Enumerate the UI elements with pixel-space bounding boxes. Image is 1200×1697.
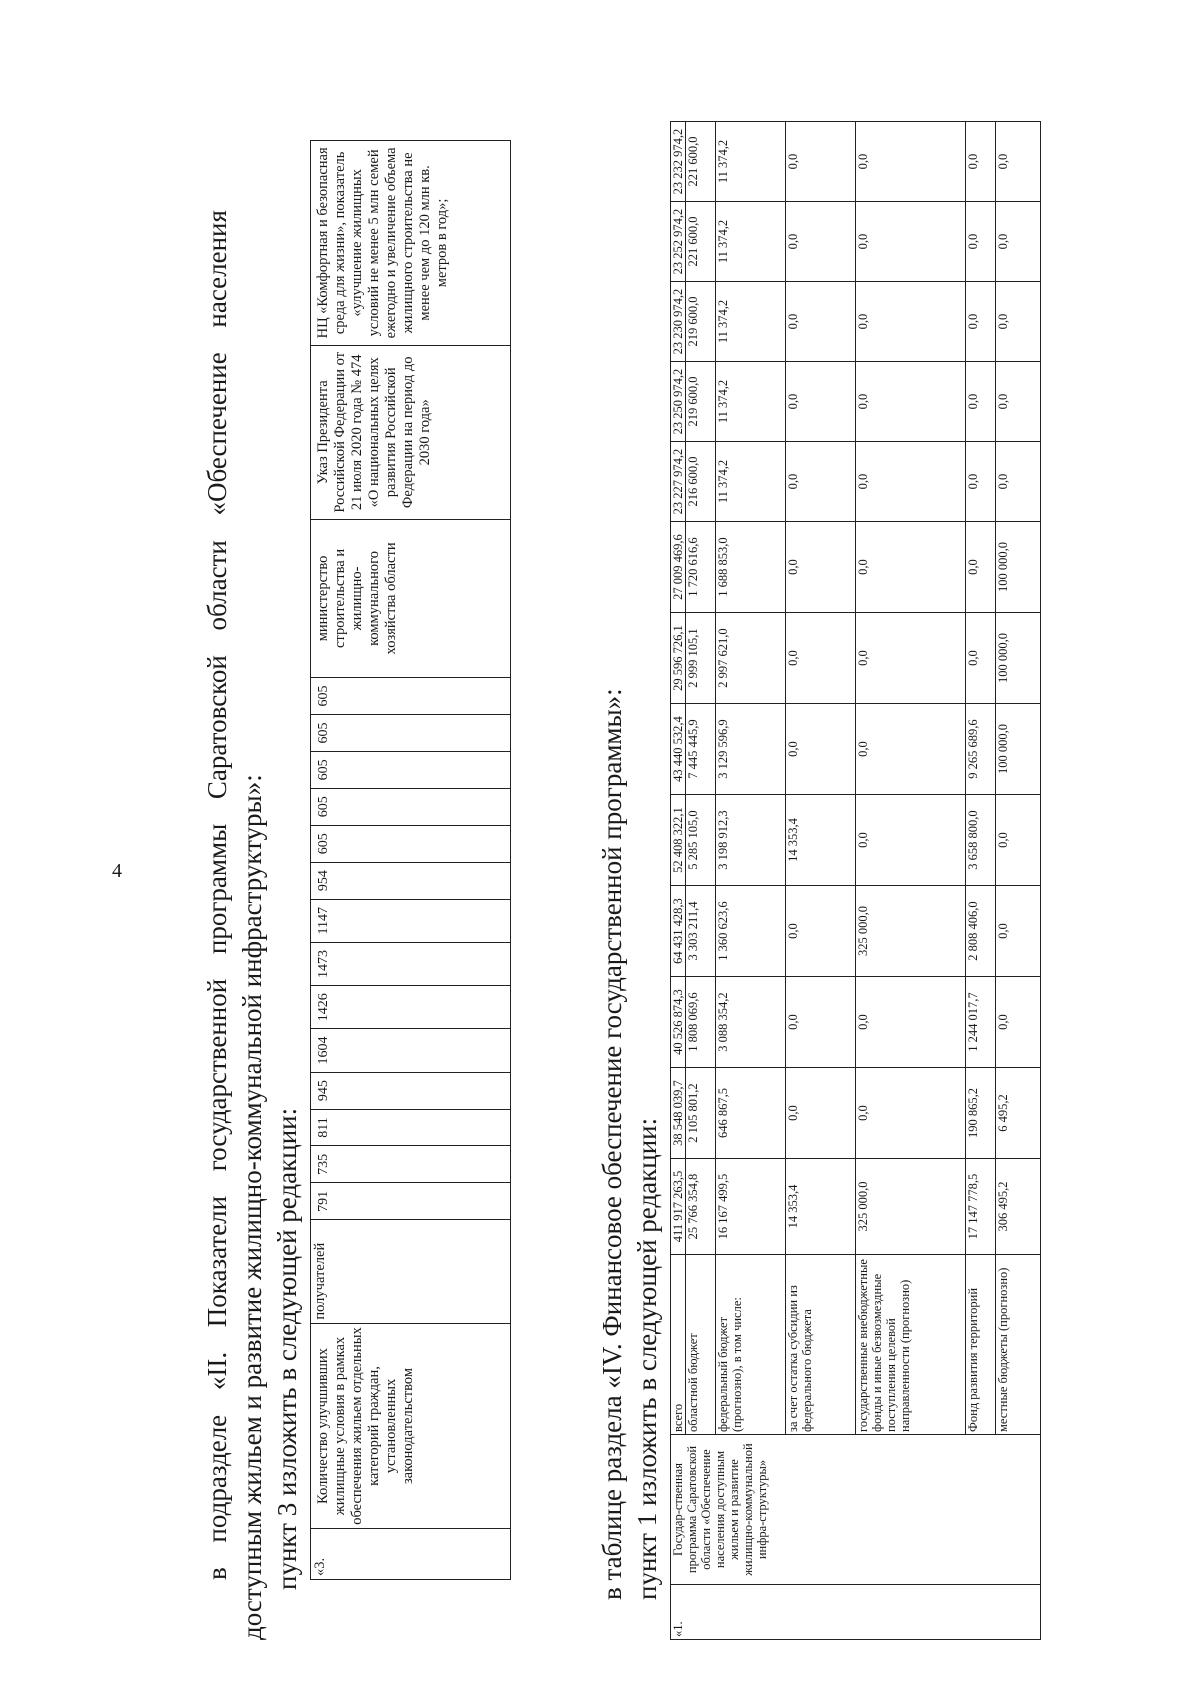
amount-cell: 0,0: [856, 613, 966, 704]
amount-cell: 0,0: [966, 522, 996, 613]
table-row: [856, 122, 966, 1640]
value-cell: 605: [311, 714, 511, 751]
intro-word: Саратовской: [202, 655, 232, 800]
source-label: Фонд развития территорий: [966, 1255, 996, 1435]
intro-word: подразделе: [202, 1414, 232, 1543]
amount-cell: 29 596 726,1: [671, 613, 686, 704]
indicator-name: Количество улучшивших жилищные условия в рамках обеспечения жильем отдельных категорий граждан, установленных законодательством: [311, 1323, 511, 1529]
amount-cell: 0,0: [856, 282, 966, 362]
amount-cell: 11 374,2: [716, 202, 786, 282]
unit-cell: получателей: [311, 1220, 511, 1323]
amount-cell: 23 252 974,2: [671, 202, 686, 282]
amount-cell: 0,0: [856, 122, 966, 202]
table-row: [671, 122, 686, 1640]
amount-cell: 646 867,5: [716, 1068, 786, 1159]
intro-word: «Обеспечение: [202, 352, 232, 516]
amount-cell: 25 766 354,8: [686, 1159, 716, 1255]
value-cell: 945: [311, 1072, 511, 1109]
amount-cell: 100 000,0: [996, 613, 1041, 704]
amount-cell: 0,0: [786, 522, 856, 613]
row-number: «1.: [671, 1585, 1041, 1640]
amount-cell: 0,0: [966, 362, 996, 442]
amount-cell: 0,0: [996, 282, 1041, 362]
amount-cell: 43 440 532,4: [671, 704, 686, 795]
intro2-line-1: в таблице раздела «IV. Финансовое обеспечение государственной программы»:: [597, 688, 627, 1600]
amount-cell: 219 600,0: [686, 282, 716, 362]
amount-cell: 0,0: [966, 442, 996, 522]
amount-cell: 0,0: [856, 442, 966, 522]
amount-cell: 0,0: [856, 795, 966, 886]
amount-cell: 14 353,4: [786, 795, 856, 886]
amount-cell: 38 548 039,7: [671, 1068, 686, 1159]
intro-paragraph-indicators: [200, 210, 305, 1640]
amount-cell: 221 600,0: [686, 202, 716, 282]
amount-cell: 219 600,0: [686, 362, 716, 442]
amount-cell: 1 688 853,0: [716, 522, 786, 613]
value-cell: 1604: [311, 1029, 511, 1072]
amount-cell: 0,0: [966, 202, 996, 282]
intro-word: программы: [202, 823, 232, 955]
amount-cell: 52 408 322,1: [671, 795, 686, 886]
source-label: федеральный бюджет (прогнозно), в том числе:: [716, 1255, 786, 1435]
intro-paragraph-finance: [595, 688, 665, 1600]
source-label: областной бюджет: [686, 1255, 716, 1435]
amount-cell: 325 000,0: [856, 886, 966, 977]
amount-cell: 6 495,2: [996, 1068, 1041, 1159]
amount-cell: 0,0: [966, 613, 996, 704]
rotated-document-body: [60, 80, 1160, 1640]
amount-cell: 2 808 406,0: [966, 886, 996, 977]
amount-cell: 0,0: [856, 704, 966, 795]
basis-cell: Указ Президента Российской Федерации от 21 июля 2020 года № 474 «О национальных целях развития Российской Федерации на период до 2030 года»: [311, 345, 511, 519]
intro-word: населения: [202, 210, 232, 328]
amount-cell: 0,0: [786, 1068, 856, 1159]
amount-cell: 0,0: [966, 122, 996, 202]
amount-cell: 0,0: [996, 886, 1041, 977]
intro2-line-2: пункт 1 изложить в следующей редакции:: [632, 1117, 662, 1600]
value-cell: 605: [311, 788, 511, 825]
amount-cell: 1 360 623,6: [716, 886, 786, 977]
intro-word: государственной: [202, 978, 232, 1172]
amount-cell: 9 265 689,6: [966, 704, 996, 795]
value-cell: 605: [311, 678, 511, 715]
amount-cell: 0,0: [856, 1068, 966, 1159]
amount-cell: 0,0: [856, 202, 966, 282]
source-label: за счет остатка субсидии из федерального бюджета: [786, 1255, 856, 1435]
value-cell: 735: [311, 1146, 511, 1183]
intro-word: Показатели: [202, 1195, 232, 1328]
amount-cell: 0,0: [786, 442, 856, 522]
amount-cell: 2 999 105,1: [686, 613, 716, 704]
value-cell: 1426: [311, 986, 511, 1029]
table-row: [311, 141, 511, 1580]
amount-cell: 0,0: [996, 362, 1041, 442]
amount-cell: 27 009 469,6: [671, 522, 686, 613]
amount-cell: 306 495,2: [996, 1159, 1041, 1255]
value-cell: 1473: [311, 942, 511, 985]
amount-cell: 190 865,2: [966, 1068, 996, 1159]
intro-word: в: [202, 1567, 232, 1580]
amount-cell: 0,0: [996, 977, 1041, 1068]
amount-cell: 11 374,2: [716, 442, 786, 522]
intro-line-3: пункт 3 изложить в следующей редакции:: [272, 1107, 302, 1590]
intro-line-1: [200, 210, 235, 1640]
amount-cell: 2 105 801,2: [686, 1068, 716, 1159]
amount-cell: 7 445 445,9: [686, 704, 716, 795]
amount-cell: 23 230 974,2: [671, 282, 686, 362]
amount-cell: 0,0: [786, 704, 856, 795]
amount-cell: 2 997 621,0: [716, 613, 786, 704]
row-number: «3.: [311, 1529, 511, 1580]
indicators-table: [310, 140, 511, 1580]
amount-cell: 3 088 354,2: [716, 977, 786, 1068]
amount-cell: 0,0: [856, 977, 966, 1068]
amount-cell: 1 808 069,6: [686, 977, 716, 1068]
amount-cell: 100 000,0: [996, 704, 1041, 795]
value-cell: 605: [311, 825, 511, 862]
table-row: [786, 122, 856, 1640]
table-row: [996, 122, 1041, 1640]
amount-cell: 0,0: [786, 886, 856, 977]
goal-cell: НЦ «Комфортная и безопасная среда для жизни», показатель «улучшение жилищных условий не менее 5 млн семей ежегодно и увеличение объема жилищного строительства не менее чем до 120 млн кв. метров в год»;: [311, 141, 511, 346]
table-row: [716, 122, 786, 1640]
value-cell: 605: [311, 751, 511, 788]
amount-cell: 40 526 874,3: [671, 977, 686, 1068]
amount-cell: 0,0: [996, 202, 1041, 282]
amount-cell: 17 147 778,5: [966, 1159, 996, 1255]
amount-cell: 23 232 974,2: [671, 122, 686, 202]
amount-cell: 0,0: [786, 122, 856, 202]
amount-cell: 0,0: [786, 362, 856, 442]
amount-cell: 411 917 263,5: [671, 1159, 686, 1255]
value-cell: 811: [311, 1109, 511, 1146]
amount-cell: 100 000,0: [996, 522, 1041, 613]
program-name: Государ-ственная программа Саратовской области «Обеспечение населения доступным жильем и развитие жилищно-коммунальной инфра-структуры»: [671, 1435, 1041, 1585]
amount-cell: 3 129 596,9: [716, 704, 786, 795]
source-label: всего: [671, 1255, 686, 1435]
intro-line-2: доступным жильем и развитие жилищно-коммунальной инфраструктуры»:: [237, 774, 267, 1640]
intro-word: «II.: [202, 1351, 232, 1391]
amount-cell: 3 658 800,0: [966, 795, 996, 886]
amount-cell: 5 285 105,0: [686, 795, 716, 886]
amount-cell: 1 244 017,7: [966, 977, 996, 1068]
amount-cell: 0,0: [966, 282, 996, 362]
amount-cell: 16 167 499,5: [716, 1159, 786, 1255]
amount-cell: 11 374,2: [716, 362, 786, 442]
amount-cell: 14 353,4: [786, 1159, 856, 1255]
value-cell: 954: [311, 862, 511, 899]
amount-cell: 0,0: [786, 282, 856, 362]
amount-cell: 0,0: [856, 362, 966, 442]
amount-cell: 221 600,0: [686, 122, 716, 202]
amount-cell: 216 600,0: [686, 442, 716, 522]
amount-cell: 325 000,0: [856, 1159, 966, 1255]
intro-word: области: [202, 540, 232, 631]
amount-cell: 0,0: [786, 613, 856, 704]
amount-cell: 0,0: [786, 977, 856, 1068]
finance-table-body: [671, 122, 1041, 1640]
amount-cell: 11 374,2: [716, 122, 786, 202]
source-label: местные бюджеты (прогнозно): [996, 1255, 1041, 1435]
value-cell: 791: [311, 1183, 511, 1220]
amount-cell: 11 374,2: [716, 282, 786, 362]
amount-cell: 1 720 616,6: [686, 522, 716, 613]
table-row: [686, 122, 716, 1640]
finance-table: [670, 121, 1041, 1640]
amount-cell: 23 250 974,2: [671, 362, 686, 442]
amount-cell: 3 303 211,4: [686, 886, 716, 977]
responsible-cell: министерство строительства и жилищно-коммунального хозяйства области: [311, 519, 511, 677]
amount-cell: 0,0: [786, 202, 856, 282]
amount-cell: 0,0: [996, 442, 1041, 522]
amount-cell: 23 227 974,2: [671, 442, 686, 522]
source-label: государственные внебюджетные фонды и иные безвозмездные поступления целевой направленности (прогнозно): [856, 1255, 966, 1435]
value-cell: 1147: [311, 899, 511, 942]
amount-cell: 3 198 912,3: [716, 795, 786, 886]
amount-cell: 0,0: [996, 795, 1041, 886]
amount-cell: 0,0: [996, 122, 1041, 202]
table-row: [966, 122, 996, 1640]
amount-cell: 0,0: [856, 522, 966, 613]
amount-cell: 64 431 428,3: [671, 886, 686, 977]
page-number: 4: [112, 860, 122, 882]
